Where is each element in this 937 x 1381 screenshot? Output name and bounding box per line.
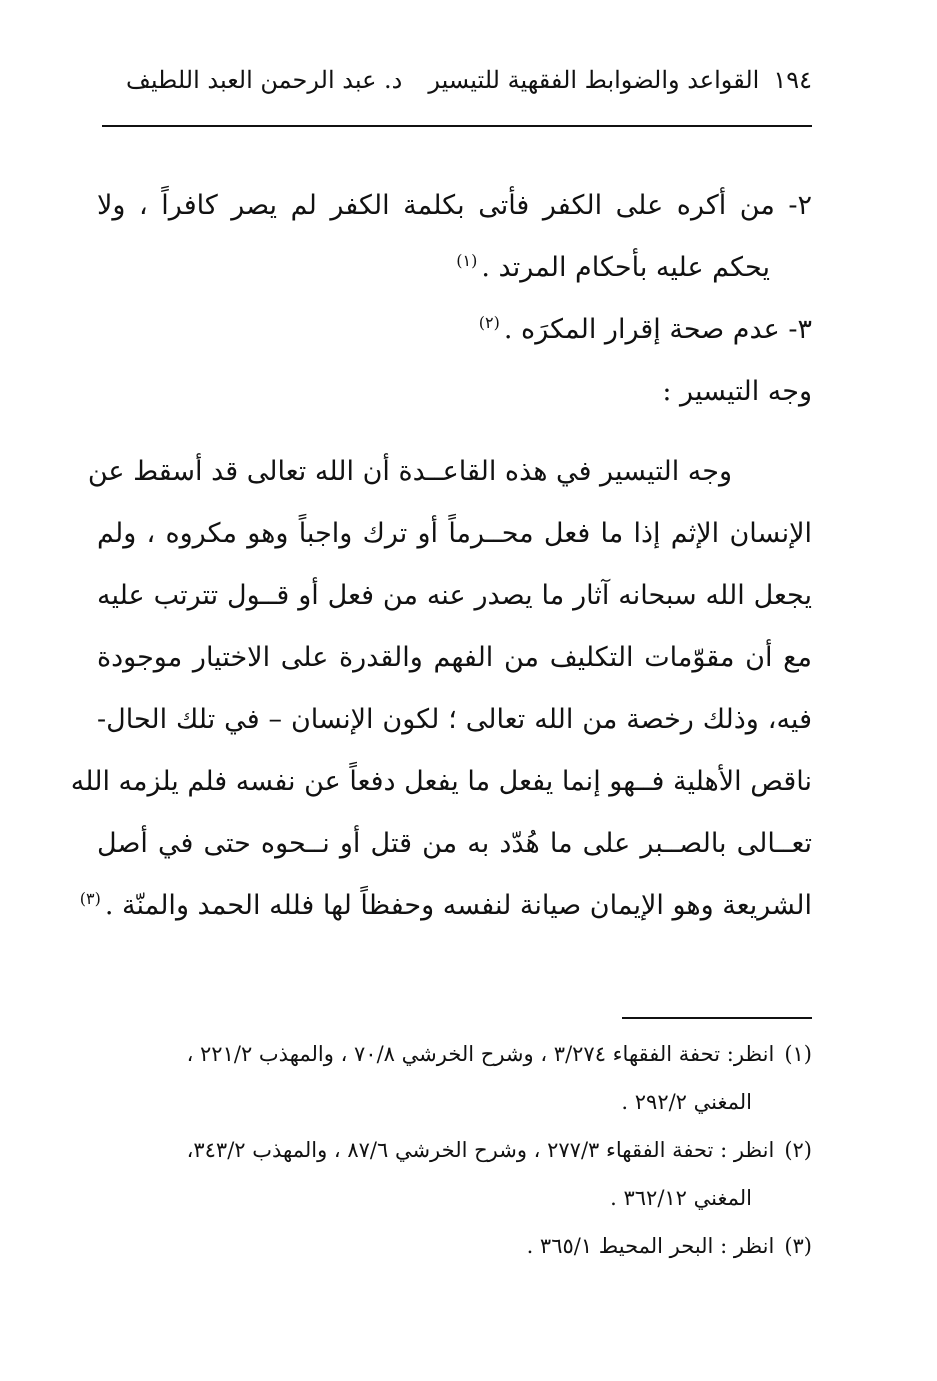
footnote-3-number: (٣) xyxy=(784,1234,812,1258)
paragraph-line: الإنسان الإثم إذا ما فعل محــرماً أو ترك واجباً وهو مكروه ، ولم xyxy=(97,518,812,549)
paragraph-line: تعــالى بالصــبر على ما هُدّد به من قتل أو نــحوه حتى في أصل xyxy=(97,828,812,859)
footnote-1 xyxy=(97,1030,812,1078)
footnote-1-continued: المغني ٢٩٢/٢ . xyxy=(621,1090,752,1114)
paragraph-gap xyxy=(97,423,812,441)
paragraph-line: يجعل الله سبحانه آثار ما يصدر عنه من فعل أو قــول تترتب عليه xyxy=(97,580,812,611)
paragraph-line: مع أن مقوّمات التكليف من الفهم والقدرة على الاختيار موجودة xyxy=(97,642,812,673)
author-name: د. عبد الرحمن العبد اللطيف xyxy=(126,66,403,94)
footnote-ref-2[interactable]: (٢) xyxy=(478,313,500,332)
footnote-2 xyxy=(97,1126,812,1174)
item-3-line: ٣- عدم صحة إقرار المكرَه .$^{(٢)}$ xyxy=(478,313,812,345)
item-2-line-1: ٢- من أكره على الكفر فأتى بكلمة الكفر لم يصر كافراً ، ولا xyxy=(97,190,812,221)
footnote-ref-3[interactable]: (٣) xyxy=(79,889,101,908)
item-2-line-2: يحكم عليه بأحكام المرتد .$^{(١)}$ xyxy=(456,251,770,283)
main-text xyxy=(70,175,812,937)
footnote-separator xyxy=(622,1017,812,1019)
paragraph-line: وجه التيسير في هذه القاعــدة أن الله تعالى قد أسقط عن xyxy=(87,456,732,487)
book-title: القواعد والضوابط الفقهية للتيسير xyxy=(428,66,760,94)
page-number: ١٩٤ xyxy=(773,66,812,94)
footnote-2-number: (٢) xyxy=(784,1138,812,1162)
section-heading: وجه التيسير : xyxy=(662,376,812,407)
footnote-2-continued: المغني ٣٦٢/١٢ . xyxy=(610,1186,752,1210)
paragraph-line: فيه، وذلك رخصة من الله تعالى ؛ لكون الإنسان – في تلك الحال- xyxy=(97,704,812,735)
footnote-ref-1[interactable]: (١) xyxy=(456,251,478,270)
footnote-3 xyxy=(97,1222,812,1270)
footnote-2-text: انظر : تحفة الفقهاء ٢٧٧/٣ ، وشرح الخرشي ٨٧/٦ ، والمهذب ٣٤٣/٢، xyxy=(186,1138,775,1162)
footnote-3-text: انظر : البحر المحيط ٣٦٥/١ . xyxy=(526,1234,775,1258)
running-header xyxy=(120,60,812,100)
paragraph-line: ناقص الأهلية فــهو إنما يفعل ما يفعل دفعاً عن نفسه فلم يلزمه الله xyxy=(70,766,812,797)
header-rule xyxy=(102,125,812,127)
footnote-1-number: (١) xyxy=(784,1042,812,1066)
paragraph-last-line: الشريعة وهو الإيمان صيانة لنفسه وحفظاً لها فلله الحمد والمنّة .$^{(٣)}$ xyxy=(79,889,812,921)
footnotes xyxy=(97,1030,812,1270)
footnote-1-text: انظر: تحفة الفقهاء ٣/٢٧٤ ، وشرح الخرشي ٧٠/٨ ، والمهذب ٢٢١/٢ ، xyxy=(186,1042,775,1066)
